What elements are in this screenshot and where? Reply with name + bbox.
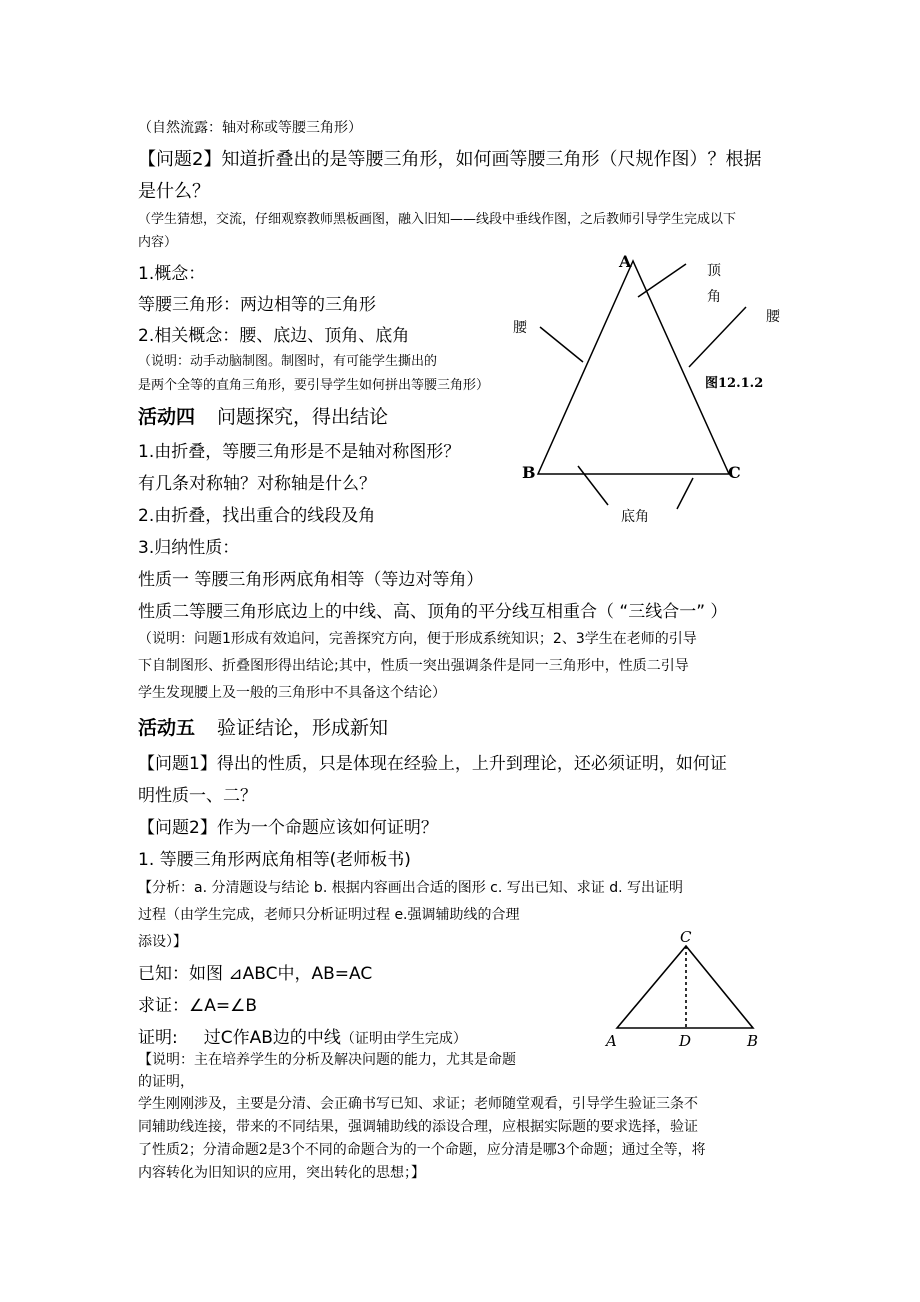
text-line: 是什么？ — [138, 181, 210, 202]
vertex-label-a: A — [619, 252, 632, 271]
leg-label: 腰 — [766, 309, 780, 325]
text-line: 1.概念： — [138, 264, 206, 284]
text-line: 是两个全等的直角三角形，要引导学生如何拼出等腰三角形） — [138, 378, 490, 393]
text-line: 学生发现腰上及一般的三角形中不具备这个结论） — [138, 685, 446, 701]
text-line: 过程（由学生完成，老师只分析证明过程 e.强调辅助线的合理 — [138, 907, 520, 923]
pointer-line-base-left — [578, 466, 608, 505]
text-line: 已知：如图 ⊿ABC中，AB=AC — [138, 964, 373, 984]
section-heading — [138, 713, 388, 740]
text-line: 内容） — [138, 235, 178, 250]
section-title: 问题探究，得出结论 — [217, 406, 389, 428]
pointer-line-apex — [638, 264, 686, 297]
proof-label: 证明: — [138, 1028, 178, 1048]
vertex-label-c: C — [728, 463, 741, 482]
vertex-label-a: A — [606, 1032, 617, 1050]
section-label: 活动五 — [138, 717, 196, 739]
text-line: 有几条对称轴？对称轴是什么？ — [138, 474, 376, 494]
text-line: 【说明：主在培养学生的分析及解决问题的能力，尤其是命题 — [138, 1052, 516, 1068]
text-line: 了性质2；分清命题2是3个不同的命题合为的一个命题，应分清是哪3个命题；通过全等，将 — [138, 1142, 706, 1158]
leg-label: 腰 — [513, 320, 527, 336]
text-line: 【问题2】知道折叠出的是等腰三角形，如何画等腰三角形（尺规作图）？根据 — [138, 149, 762, 170]
vertex-label-b: B — [522, 463, 536, 482]
text-line: 明性质一、二？ — [138, 786, 257, 806]
pointer-line-base-right — [677, 478, 693, 509]
section-heading — [138, 402, 388, 429]
text-line: 【分析：a. 分清题设与结论 b. 根据内容画出合适的图形 c. 写出已知、求证 d. 写出证明 — [138, 880, 683, 896]
section-title: 验证结论，形成新知 — [217, 717, 389, 739]
text-line: （说明：问题1形成有效追问，完善探究方向，便于形成系统知识；2、3学生在老师的引导 — [138, 631, 697, 647]
text-line: 3.归纳性质： — [138, 538, 240, 558]
text-line: 2.由折叠，找出重合的线段及角 — [138, 506, 376, 526]
text-line: 【问题2】作为一个命题应该如何证明？ — [138, 818, 438, 838]
text-line: 学生刚刚涉及，主要是分清、会正确书写已知、求证；老师随堂观看，引导学生验证三条不 — [138, 1096, 698, 1112]
vertex-label-b: B — [747, 1032, 759, 1050]
apex-angle-label: 角 — [707, 289, 721, 305]
text-line — [138, 1023, 467, 1048]
median-triangle-figure — [596, 922, 776, 1058]
text-line: 内容转化为旧知识的应用，突出转化的思想；】 — [138, 1165, 425, 1181]
triangle-abc — [538, 261, 729, 474]
section-label: 活动四 — [138, 406, 196, 428]
base-angle-label: 底角 — [621, 509, 649, 525]
text-line: 2.相关概念：腰、底边、顶角、底角 — [138, 326, 410, 346]
text-line: 添设）】 — [138, 934, 187, 950]
isosceles-triangle-figure — [500, 245, 800, 535]
pointer-line-right-leg — [689, 307, 746, 367]
text-line: 1.由折叠，等腰三角形是不是轴对称图形？ — [138, 442, 461, 462]
text-line: 同辅助线连接，带来的不同结果，强调辅助线的添设合理，应根据实际题的要求选择，验证 — [138, 1119, 698, 1135]
text-line: 求证：∠A=∠B — [138, 996, 258, 1016]
text-line: （自然流露：轴对称或等腰三角形） — [138, 120, 362, 136]
text-line: 的证明， — [138, 1074, 194, 1090]
text-line: 下自制图形、折叠图形得出结论;其中，性质一突出强调条件是同一三角形中，性质二引导 — [138, 658, 689, 674]
figure-caption: 图12.1.2 — [705, 376, 764, 391]
text-line: 1. 等腰三角形两底角相等(老师板书) — [138, 850, 411, 870]
pointer-line-left-leg — [540, 327, 583, 362]
text-line: 性质一 等腰三角形两底角相等（等边对等角） — [138, 570, 484, 590]
text-line: 等腰三角形：两边相等的三角形 — [138, 295, 376, 315]
apex-angle-label: 顶 — [707, 263, 721, 279]
triangle-abc — [617, 946, 753, 1028]
text-line: （说明：动手动脑制图。制图时，有可能学生撕出的 — [138, 354, 438, 369]
text-line: 【问题1】得出的性质，只是体现在经验上，上升到理论，还必须证明，如何证 — [138, 754, 727, 774]
vertex-label-c: C — [680, 928, 692, 946]
proof-note: （证明由学生完成） — [340, 1031, 467, 1047]
proof-step: 过C作AB边的中线 — [203, 1028, 341, 1048]
text-line: （学生猜想，交流，仔细观察教师黑板画图，融入旧知——线段中垂线作图，之后教师引导学生完成以下 — [138, 212, 737, 227]
vertex-label-d: D — [679, 1032, 692, 1050]
text-line: 性质二等腰三角形底边上的中线、高、顶角的平分线互相重合（ “三线合一” ） — [138, 602, 728, 622]
